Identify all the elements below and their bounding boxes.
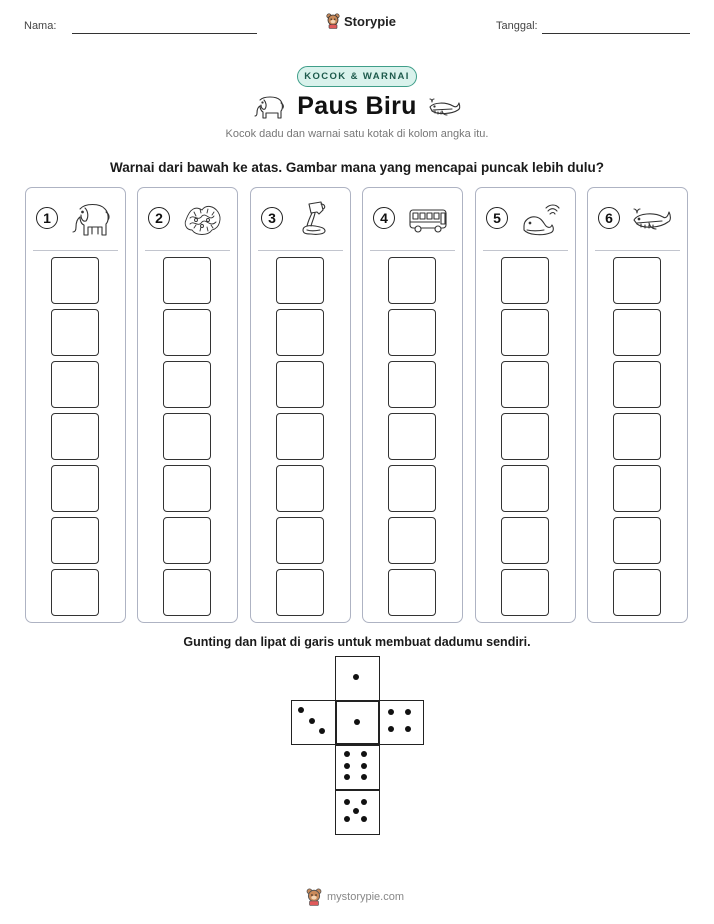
color-box[interactable] [276,257,324,304]
color-box[interactable] [388,257,436,304]
color-box[interactable] [163,465,211,512]
color-box[interactable] [613,413,661,460]
color-box[interactable] [613,569,661,616]
color-box[interactable] [388,569,436,616]
plankton-icon [182,200,224,238]
color-box[interactable] [501,569,549,616]
page-title: Paus Biru [297,92,417,120]
color-box[interactable] [163,413,211,460]
die-pip [344,751,350,757]
column-divider [258,250,343,251]
column-number: 4 [373,207,395,229]
color-box[interactable] [51,517,99,564]
column-number: 2 [148,207,170,229]
color-box[interactable] [276,309,324,356]
activity-badge: KOCOK & WARNAI [297,66,417,87]
color-box[interactable] [51,257,99,304]
color-box[interactable] [388,517,436,564]
die-pip [298,707,304,713]
column-number: 3 [261,207,283,229]
color-box[interactable] [163,361,211,408]
water-jug-icon [295,200,337,238]
column-2 [137,187,238,623]
column-divider [33,250,118,251]
die-pip [353,808,359,814]
die-pip [344,816,350,822]
die-face-1 [335,656,380,701]
color-box[interactable] [276,465,324,512]
die-instruction: Gunting dan lipat di garis untuk membuat dadumu sendiri. [183,635,531,649]
column-divider [145,250,230,251]
page-subtitle: Kocok dadu dan warnai satu kotak di kolom angka itu. [225,128,489,140]
die-pip [344,763,350,769]
color-box[interactable] [501,257,549,304]
die-pip [354,719,360,725]
column-divider [370,250,455,251]
name-line[interactable] [72,33,257,34]
color-box[interactable] [163,257,211,304]
column-header [588,188,687,250]
blue-whale-icon [632,200,674,238]
color-box[interactable] [276,361,324,408]
color-box[interactable] [51,413,99,460]
column-header [26,188,125,250]
footer [306,888,404,906]
column-3 [250,187,351,623]
color-box[interactable] [501,465,549,512]
coloring-instruction: Warnai dari bawah ke atas. Gambar mana yang mencapai puncak lebih dulu? [110,160,604,175]
color-box[interactable] [501,413,549,460]
color-box[interactable] [51,309,99,356]
color-box[interactable] [501,361,549,408]
column-divider [595,250,680,251]
die-face-4 [379,700,424,745]
die-pip [361,751,367,757]
die-pip [361,816,367,822]
column-header [251,188,350,250]
date-line[interactable] [542,33,690,34]
color-box[interactable] [163,517,211,564]
blue-whale-icon [428,94,462,120]
die-pip [344,799,350,805]
color-box[interactable] [388,465,436,512]
die-pip [388,709,394,715]
die-pip [309,718,315,724]
color-box[interactable] [613,257,661,304]
die-face-6 [335,745,380,790]
column-header [138,188,237,250]
storypie-bear-icon [326,13,340,29]
color-box[interactable] [51,569,99,616]
die-pip [353,674,359,680]
color-box[interactable] [613,517,661,564]
name-label: Nama: [24,20,57,32]
color-box[interactable] [276,569,324,616]
color-box[interactable] [276,413,324,460]
color-box[interactable] [613,465,661,512]
die-face-3 [291,700,336,745]
brand-logo [326,13,396,29]
die-pip [361,763,367,769]
column-number: 5 [486,207,508,229]
column-1 [25,187,126,623]
color-box[interactable] [163,569,211,616]
column-number: 6 [598,207,620,229]
column-5 [475,187,576,623]
die-face-5 [335,790,380,835]
die-pip [405,709,411,715]
color-box[interactable] [501,309,549,356]
color-box[interactable] [613,309,661,356]
color-box[interactable] [613,361,661,408]
column-header [476,188,575,250]
die-face-1 [335,700,380,745]
color-box[interactable] [388,309,436,356]
die-pip [405,726,411,732]
date-label: Tanggal: [496,20,538,32]
bus-icon [407,200,449,238]
column-6 [587,187,688,623]
column-divider [483,250,568,251]
die-pip [319,728,325,734]
color-box[interactable] [163,309,211,356]
column-number: 1 [36,207,58,229]
color-box[interactable] [501,517,549,564]
column-4 [362,187,463,623]
color-box[interactable] [388,413,436,460]
color-box[interactable] [51,361,99,408]
die-pip [361,774,367,780]
whale-song-icon [520,200,562,238]
color-box[interactable] [388,361,436,408]
footer-url: mystorypie.com [327,891,405,903]
storypie-bear-icon [306,888,322,906]
color-box[interactable] [51,465,99,512]
brand-name: Storypie [344,13,397,29]
die-pip [361,799,367,805]
column-header [363,188,462,250]
die-pip [388,726,394,732]
die-pip [344,774,350,780]
elephant-icon [70,200,112,238]
color-box[interactable] [276,517,324,564]
